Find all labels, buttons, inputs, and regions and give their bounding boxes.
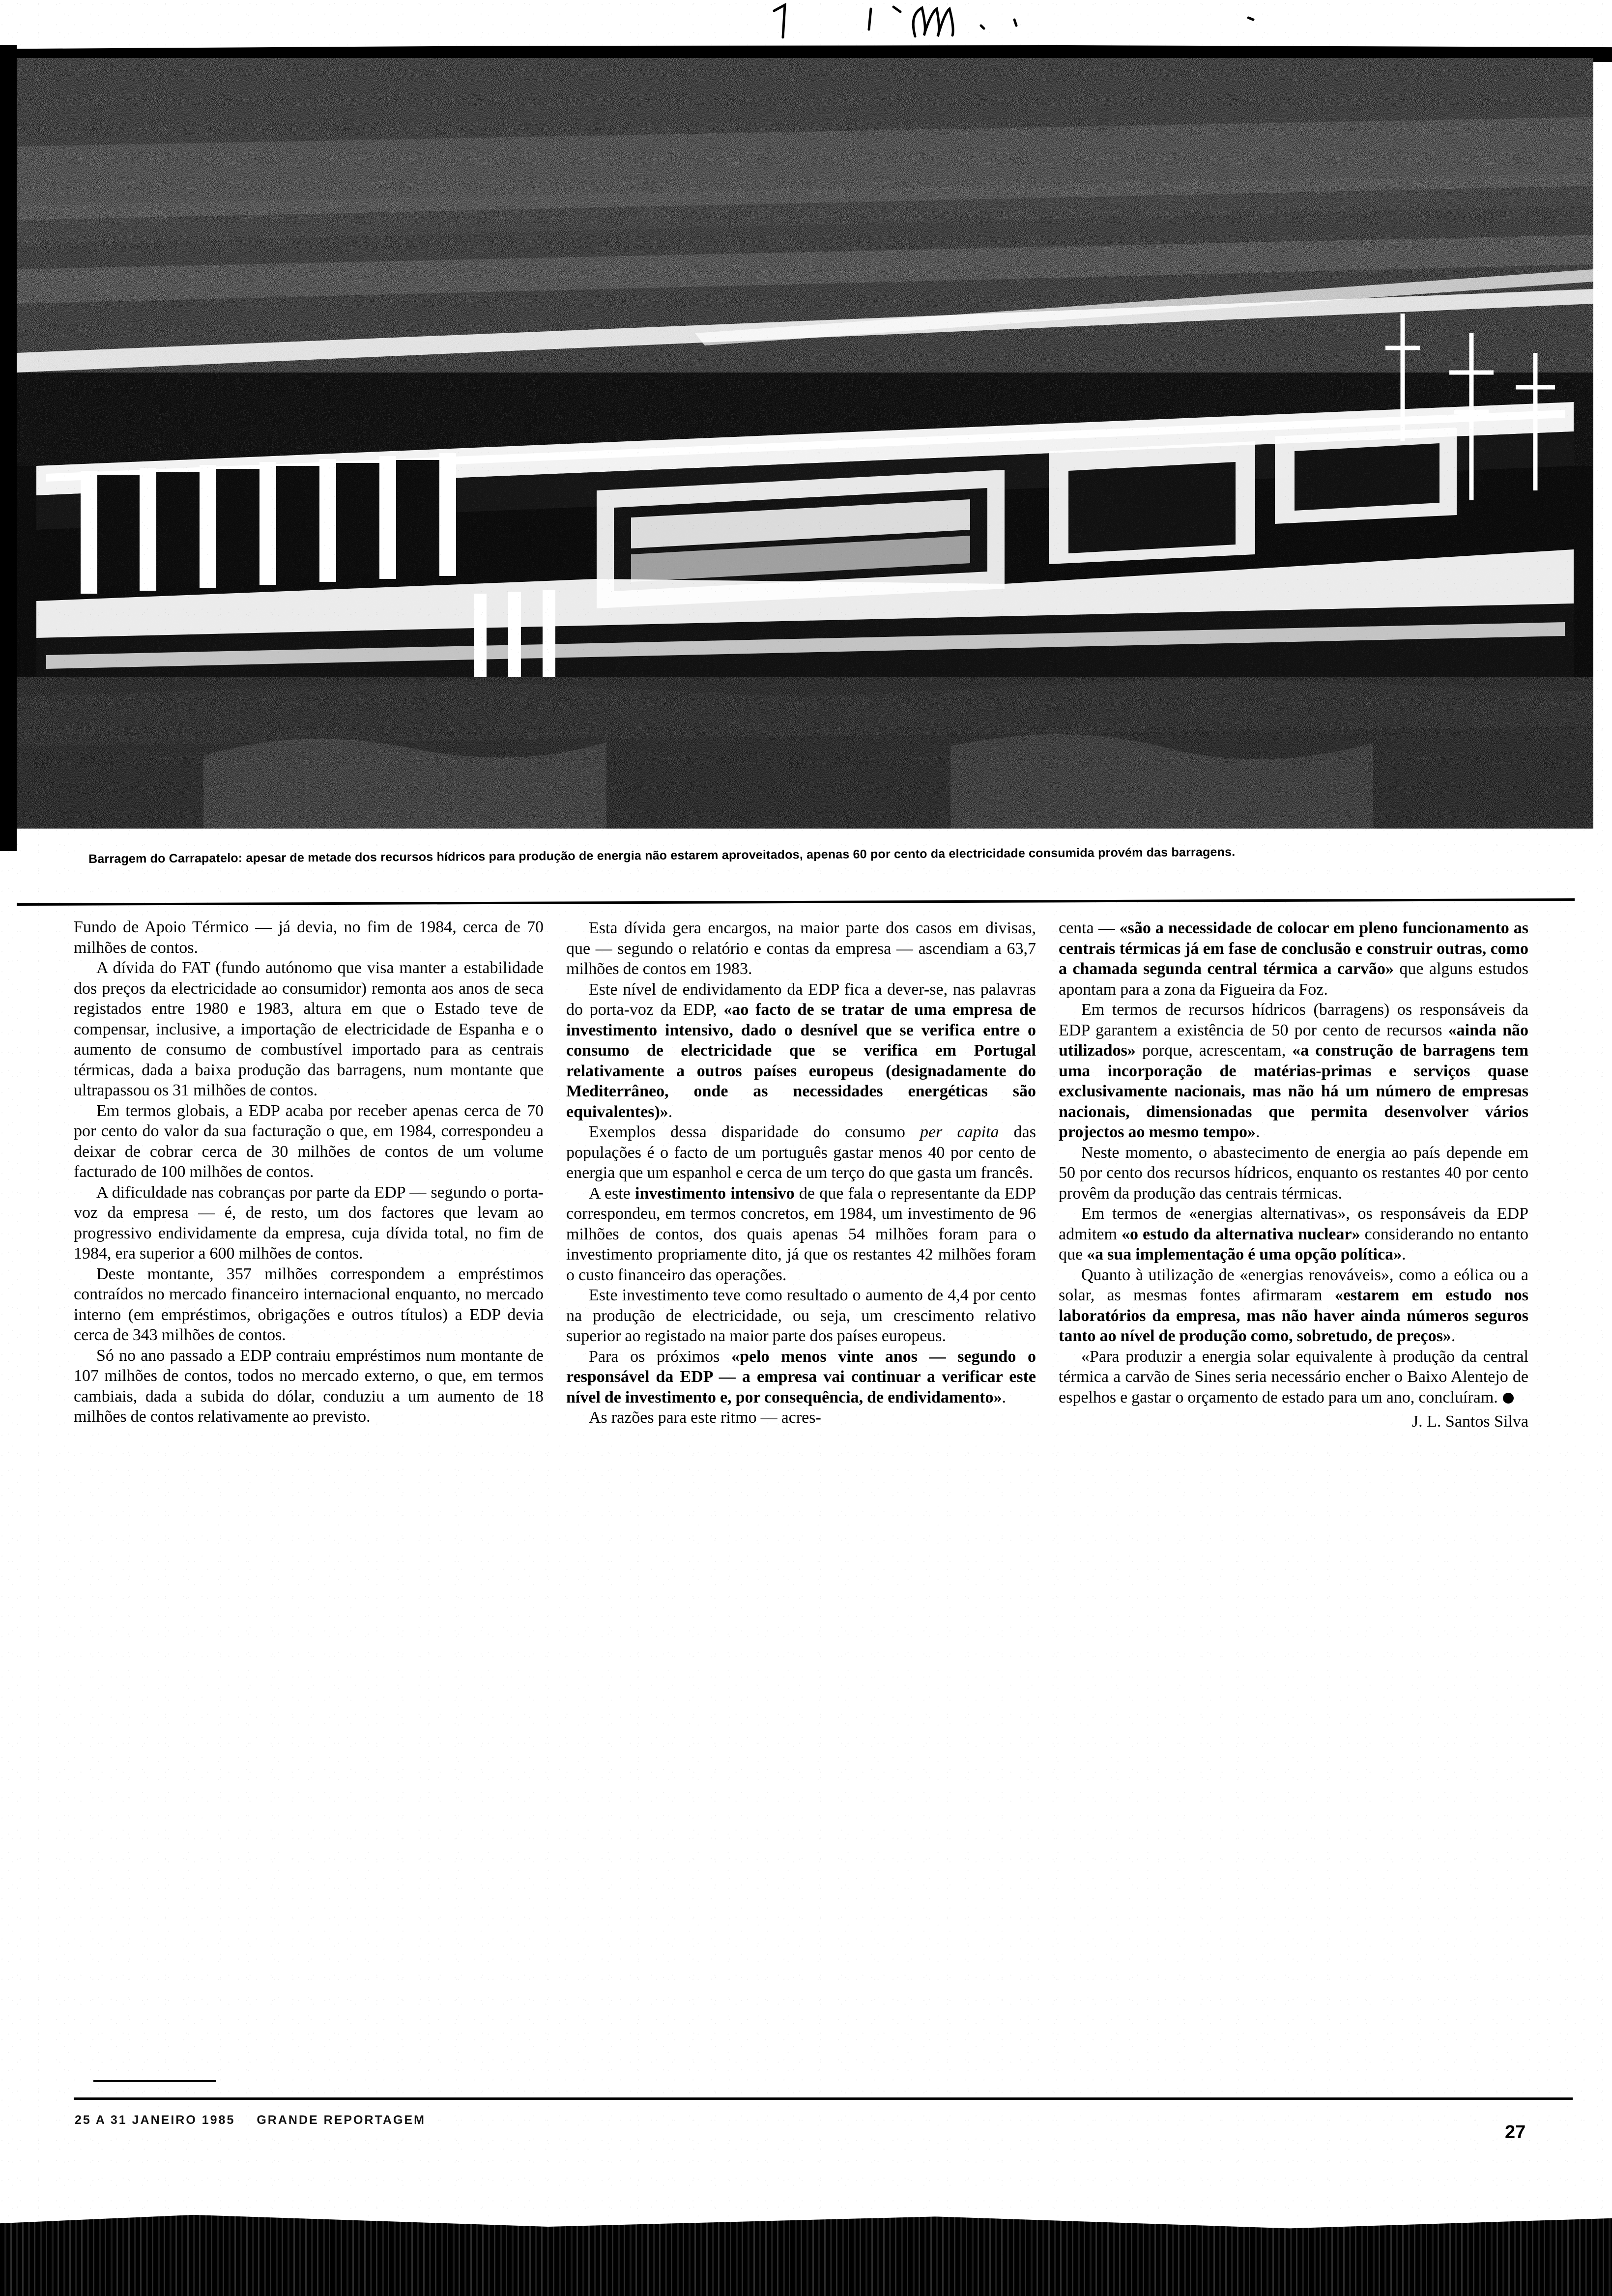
paragraph — [566, 1122, 1036, 1183]
paragraph: Deste montante, 357 milhões correspondem a empréstimos contraídos no mercado financeiro internacional enquanto, no mercado interno (em empréstimos, obrigações e outros títulos) a EDP devia cerca de 343 milhões de contos. — [74, 1264, 544, 1344]
text-run: A este — [589, 1184, 635, 1203]
paragraph: As razões para este ritmo — acres- — [589, 1408, 821, 1427]
column-end-rule — [93, 2080, 216, 2082]
horizontal-rule-under-caption — [17, 898, 1575, 906]
quote-run: «a sua implementação é uma opção política» — [1087, 1245, 1402, 1263]
scan-edge-bottom — [0, 2211, 1612, 2296]
article-column-2 — [566, 917, 1036, 2087]
photo-caption — [88, 840, 1533, 869]
text-run: . — [1451, 1327, 1456, 1345]
paragraph — [1059, 1000, 1528, 1143]
text-run: . — [1402, 1245, 1406, 1263]
paragraph: Este investimento teve como resultado o aumento de 4,4 por cento na produção de electricidade, ou seja, um crescimento relativo superior ao registado na maior parte dos países europeus. — [566, 1286, 1036, 1345]
caption-lead: Barragem do Carrapatelo: — [88, 851, 243, 866]
paragraph — [566, 1183, 1036, 1286]
handwriting-scribble-icon — [0, 0, 1612, 47]
footer-section: GRANDE REPORTAGEM — [257, 2113, 426, 2127]
scan-edge-left — [0, 45, 17, 851]
text-run: Para os próximos — [589, 1347, 732, 1366]
article-byline: J. L. Santos Silva — [1411, 1412, 1528, 1431]
text-run: considerando no entanto que — [1059, 1225, 1528, 1263]
paragraph: Neste momento, o abastecimento de energia ao país depende em 50 por cento dos recursos hídricos, enquanto os restantes 40 por cento provêm da produção das centrais térmicas. — [1059, 1143, 1528, 1203]
text-run: que alguns estudos apontam para a zona da Figueira da Foz. — [1059, 960, 1529, 999]
italic-run: per capita — [920, 1123, 999, 1141]
barragem-do-carrapatelo-photo — [17, 58, 1593, 829]
margin-handwriting-band — [0, 0, 1612, 47]
paragraph: A dificuldade nas cobranças por parte da EDP — segundo o porta-voz da empresa — é, de resto, um dos factores que levam ao progressivo endividamente da empresa, cuja dívida total, no fim de 1984, era superior a 600 milhões de contos. — [74, 1183, 544, 1263]
quote-run: «estarem em estudo nos laboratórios da empresa, mas não haver ainda números seguros tanto ao nível de produção como, sobretudo, de preços» — [1059, 1286, 1528, 1345]
page-footer — [75, 2113, 426, 2127]
quote-run: «pelo menos vinte anos — segundo o responsável da EDP — a empresa vai continuar a verificar este nível de investimento e, por consequência, de endividamento» — [566, 1347, 1036, 1406]
paragraph: Em termos globais, a EDP acaba por receber apenas cerca de 70 por cento do valor da sua facturação o que, em 1984, correspondeu a deixar de cobrar cerca de 30 milhões de contos de um volume facturado de 100 milhões de contos. — [74, 1101, 544, 1181]
paragraph: Só no ano passado a EDP contraiu empréstimos num montante de 107 milhões de contos, todos no mercado externo, o que, em termos cambiais, dada a subida do dólar, conduziu a um aumento de 18 milhões de contos relativamente ao previsto. — [74, 1346, 544, 1426]
text-run: das populações é o facto de um português gastar menos 40 por cento de energia que um espanhol e cerca de um terço do que gasta um francês. — [566, 1123, 1036, 1182]
quote-run: «ao facto de se tratar de uma empresa de investimento intensivo, dado o desnível que se verifica entre o consumo de electricidade que se verifica em Portugal relativamente a outros países europeus (designadamente do Mediterrâneo, onde as necessidades energéticas são equivalentes)» — [566, 1001, 1036, 1121]
footer-date: 25 A 31 JANEIRO 1985 — [75, 2113, 235, 2127]
article-column-1 — [74, 917, 544, 2087]
paragraph — [1059, 1347, 1528, 1408]
paragraph — [1059, 918, 1528, 1000]
text-run: . — [1256, 1123, 1260, 1141]
text-run: de que fala o representante da EDP correspondeu, em termos concretos, em 1984, um investimento de 96 milhões de contos, dos quais apenas 54 milhões foram para o investimento propriamente dito, já que os restantes 42 milhões foram o custo financeiro das operações. — [566, 1184, 1036, 1284]
paragraph: Esta dívida gera encargos, na maior parte dos casos em divisas, que — segundo o relatório e contas da empresa — ascendiam a 63,7 milhões de contos em 1983. — [566, 919, 1036, 978]
text-run: Este nível de endividamento da EDP fica a dever-se, nas palavras do porta-voz da EDP, — [566, 980, 1036, 1019]
caption-body: apesar de metade dos recursos hídricos para produção de energia não estarem aproveitados, apenas 60 por cento da electricidade consumida provém das barragens. — [242, 845, 1236, 865]
quote-run: «a construção de barragens tem uma incorporação de matérias-primas e serviços quase exclusivamente nacionais, mas não há um número de empresas nacionais, dimensionadas que permita desenvolver vários projectos ao mesmo tempo» — [1059, 1041, 1529, 1141]
horizontal-rule-footer — [74, 2097, 1573, 2100]
text-run: Exemplos dessa disparidade do consumo — [589, 1123, 920, 1141]
paragraph — [566, 979, 1036, 1122]
end-of-article-bullet-icon — [1503, 1393, 1514, 1404]
paragraph — [1059, 1265, 1528, 1347]
paragraph — [566, 1347, 1036, 1408]
text-run: Quanto à utilização de «energias renováveis», como a eólica ou a solar, as mesmas fontes afirmaram — [1059, 1265, 1528, 1304]
text-run: «Para produzir a energia solar equivalente à produção da central térmica a carvão de Sines seria necessário encher o Baixo Alentejo de espelhos e gastar o orçamento de estado para um ano, concluíram. — [1059, 1347, 1528, 1406]
paragraph: A dívida do FAT (fundo autónomo que visa manter a estabilidade dos preços da electricidade ao consumidor) remonta aos anos de seca registados entre 1980 e 1983, altura em que o Estado teve de compensar, inclusive, a importação de electricidade de Espanha e o aumento de consumo de combustível importado para as centrais térmicas, dada a baixa produção das barragens, num montante que ultrapassou os 31 milhões de contos. — [74, 959, 544, 1099]
text-run: . — [668, 1102, 673, 1121]
text-run: Em termos de recursos hídricos (barragens) os responsáveis da EDP garantem a existência de 50 por cento de recursos — [1059, 1001, 1528, 1039]
text-run: centa — — [1059, 919, 1120, 937]
paragraph: Fundo de Apoio Térmico — já devia, no fim de 1984, cerca de 70 milhões de contos. — [74, 918, 544, 957]
article-body — [74, 917, 1578, 2087]
text-run: Em termos de «energias alternativas», os responsáveis da EDP admitem — [1059, 1205, 1528, 1243]
page-number: 27 — [1505, 2122, 1526, 2143]
text-run: . — [1002, 1388, 1006, 1406]
paragraph — [1059, 1204, 1528, 1265]
emphasis-run: investimento intensivo — [635, 1184, 795, 1203]
text-run: porque, acrescentam, — [1135, 1041, 1293, 1060]
quote-run: «ainda não utilizados» — [1059, 1021, 1528, 1060]
quote-run: «o estudo da alternativa nuclear» — [1121, 1225, 1360, 1243]
article-column-3 — [1059, 917, 1528, 2087]
quote-run: «são a necessidade de colocar em pleno funcionamento as centrais térmicas já em fase de conclusão e construir outras, como a chamada segunda central térmica a carvão» — [1059, 919, 1529, 978]
